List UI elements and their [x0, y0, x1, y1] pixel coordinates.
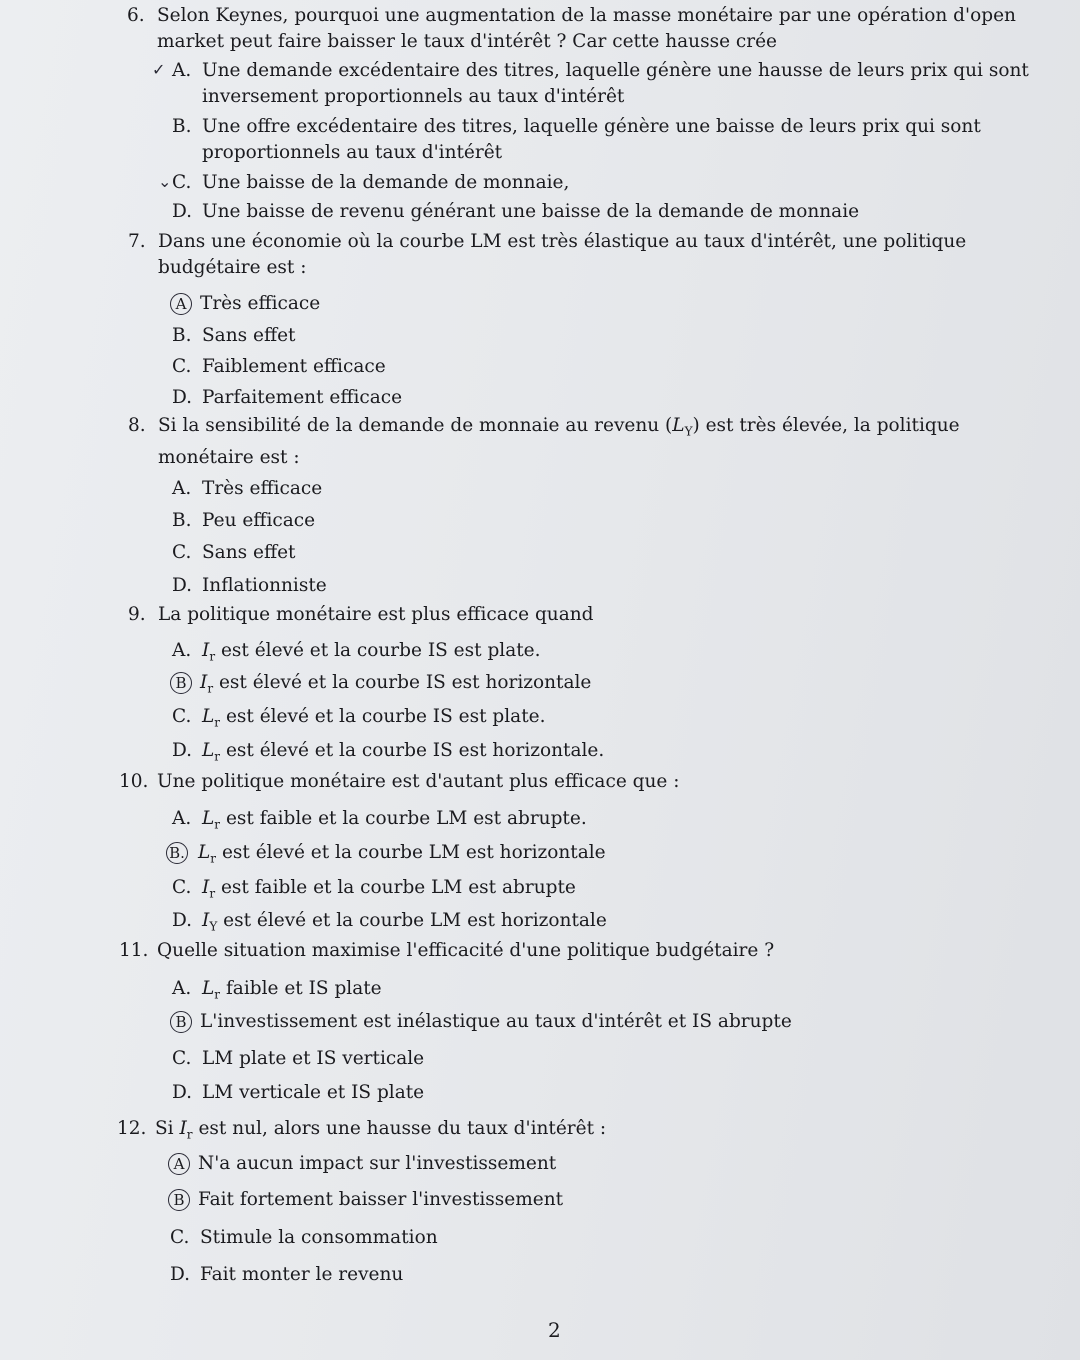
option-text: Très efficace [202, 478, 323, 499]
question-text: Si [155, 1118, 174, 1139]
option-11a[interactable] [172, 976, 382, 1008]
math-variable: I [202, 910, 210, 931]
option-letter: D. [172, 910, 193, 931]
option-text: proportionnels au taux d'intérêt [202, 142, 503, 163]
question-8 [128, 413, 960, 471]
option-text: Fait monter le revenu [200, 1264, 404, 1285]
option-text: est élevé et la courbe LM est horizontale [221, 842, 606, 863]
option-letter: D. [172, 1082, 193, 1103]
option-7c[interactable] [172, 354, 386, 380]
option-letter: A. [172, 478, 192, 499]
option-10d[interactable] [172, 908, 607, 940]
question-6 [127, 3, 1016, 55]
option-10a[interactable] [172, 806, 587, 838]
question-number: 6. [127, 5, 145, 26]
math-variable: I [179, 1118, 187, 1139]
option-text: est élevé et la courbe LM est horizontale [223, 910, 607, 931]
answer-circle: A [168, 1153, 190, 1175]
question-text: ) est très élevée, la politique [692, 415, 960, 436]
math-subscript: Y [684, 424, 693, 439]
math-variable: L [198, 842, 211, 863]
math-subscript: r [209, 649, 216, 664]
option-letter: A. [172, 978, 192, 999]
question-number: 9. [128, 604, 146, 625]
pen-tick-mark: ⌄ [158, 172, 172, 191]
math-variable: I [202, 640, 210, 661]
option-8d[interactable] [172, 573, 327, 599]
option-letter: A. [172, 640, 192, 661]
option-letter: A. [172, 808, 192, 829]
question-text: Selon Keynes, pourquoi une augmentation de la masse monétaire par une opération d'open [157, 5, 1016, 26]
question-10 [119, 769, 680, 795]
math-subscript: r [209, 886, 216, 901]
option-10b[interactable] [166, 840, 606, 872]
option-letter: C. [172, 356, 192, 377]
option-7d[interactable] [172, 385, 402, 411]
option-text: est élevé et la courbe IS est horizontale [218, 672, 592, 693]
question-number: 8. [128, 415, 146, 436]
answer-circle: B [170, 672, 192, 694]
option-9d[interactable] [172, 738, 604, 770]
question-text: monétaire est : [158, 446, 300, 468]
option-9a[interactable] [172, 638, 541, 670]
option-letter: C. [170, 1227, 190, 1248]
option-10c[interactable] [172, 875, 576, 907]
question-number: 7. [128, 231, 146, 252]
option-text: faible et IS plate [225, 978, 382, 999]
option-text: Une baisse de revenu générant une baisse de la demande de monnaie [202, 201, 860, 222]
option-letter: D. [172, 201, 193, 222]
question-text: Si la sensibilité de la demande de monnaie au revenu ( [158, 415, 673, 436]
option-8b[interactable] [172, 508, 315, 534]
option-7a[interactable] [172, 291, 320, 317]
math-variable: L [202, 740, 215, 761]
option-text: Inflationniste [202, 575, 327, 596]
question-number: 10. [119, 771, 149, 792]
option-11b[interactable] [172, 1009, 792, 1035]
option-text: Très efficace [200, 293, 321, 314]
answer-circle: B [168, 1189, 190, 1211]
math-subscript: Y [209, 919, 218, 934]
question-text: est nul, alors une hausse du taux d'intérêt : [198, 1118, 607, 1139]
option-6b[interactable] [172, 114, 981, 166]
question-text: market peut faire baisser le taux d'intérêt ? Car cette hausse crée [157, 31, 778, 52]
option-text: Une baisse de la demande de monnaie, [202, 172, 570, 193]
option-text: Fait fortement baisser l'investissement [198, 1189, 564, 1210]
question-text: La politique monétaire est plus efficace quand [158, 604, 594, 625]
math-subscript: r [186, 1127, 193, 1142]
option-6c[interactable] [172, 170, 569, 196]
option-7b[interactable] [172, 323, 295, 349]
question-text: Une politique monétaire est d'autant plus efficace que : [157, 771, 680, 792]
page-number: 2 [548, 1318, 561, 1342]
option-letter: C. [172, 172, 192, 193]
answer-circle: A [170, 293, 192, 315]
option-letter: D. [172, 740, 193, 761]
math-variable: I [202, 877, 210, 898]
option-6d[interactable] [172, 199, 859, 225]
option-letter: D. [172, 575, 193, 596]
option-text: Stimule la consommation [200, 1227, 438, 1248]
option-letter: C. [172, 542, 192, 563]
option-letter: C. [172, 877, 192, 898]
pen-tick-mark: ✓ [152, 60, 166, 79]
option-12c[interactable] [170, 1225, 438, 1251]
option-text: Sans effet [202, 542, 296, 563]
option-text: Une demande excédentaire des titres, laquelle génère une hausse de leurs prix qui sont [202, 60, 1029, 81]
question-7 [128, 229, 967, 281]
option-text: est élevé et la courbe IS est horizontale. [225, 740, 605, 761]
option-11d[interactable] [172, 1080, 424, 1106]
option-text: L'investissement est inélastique au taux d'intérêt et IS abrupte [200, 1011, 792, 1032]
math-variable: I [200, 672, 208, 693]
question-11 [119, 938, 775, 964]
option-text: Peu efficace [202, 510, 316, 531]
option-letter: D. [172, 387, 193, 408]
option-8c[interactable] [172, 540, 295, 566]
option-text: inversement proportionnels au taux d'intérêt [202, 86, 625, 107]
answer-circle: B. [166, 842, 188, 864]
option-letter: B. [172, 325, 192, 346]
option-12a[interactable] [170, 1151, 556, 1177]
option-text: Parfaitement efficace [202, 387, 403, 408]
math-subscript: r [207, 681, 214, 696]
question-9 [128, 602, 594, 628]
option-12d[interactable] [170, 1262, 403, 1288]
math-variable: L [202, 706, 215, 727]
option-letter: C. [172, 706, 192, 727]
question-text: Dans une économie où la courbe LM est très élastique au taux d'intérêt, une politique [158, 231, 967, 252]
option-text: est faible et la courbe LM est abrupte. [225, 808, 587, 829]
option-text: est faible et la courbe LM est abrupte [220, 877, 576, 898]
option-text: est élevé et la courbe IS est plate. [220, 640, 541, 661]
question-text: Quelle situation maximise l'efficacité d'une politique budgétaire ? [157, 940, 775, 961]
option-letter: B. [172, 510, 192, 531]
option-8a[interactable] [172, 476, 322, 502]
option-11c[interactable] [172, 1046, 424, 1072]
option-text: Faiblement efficace [202, 356, 386, 377]
question-number: 11. [119, 940, 149, 961]
question-12 [117, 1116, 607, 1148]
math-variable: L [202, 808, 215, 829]
math-variable: L [672, 415, 685, 436]
answer-circle: B [170, 1011, 192, 1033]
option-text: Sans effet [202, 325, 296, 346]
option-6a[interactable] [172, 58, 1029, 110]
option-12b[interactable] [170, 1187, 563, 1213]
option-letter: A. [172, 60, 192, 81]
option-text: N'a aucun impact sur l'investissement [198, 1153, 557, 1174]
question-text: budgétaire est : [158, 257, 307, 278]
option-text: Une offre excédentaire des titres, laquelle génère une baisse de leurs prix qui sont [202, 116, 981, 137]
option-text: LM plate et IS verticale [202, 1048, 425, 1069]
option-text: LM verticale et IS plate [202, 1082, 425, 1103]
math-variable: L [202, 978, 215, 999]
option-letter: C. [172, 1048, 192, 1069]
option-9c[interactable] [172, 704, 545, 736]
math-subscript: r [214, 749, 221, 764]
option-text: est élevé et la courbe IS est plate. [225, 706, 546, 727]
question-number: 12. [117, 1118, 147, 1139]
math-subscript: r [210, 851, 217, 866]
math-subscript: r [214, 715, 221, 730]
math-subscript: r [214, 817, 221, 832]
option-letter: D. [170, 1264, 191, 1285]
option-9b[interactable] [172, 670, 591, 702]
option-letter: B. [172, 116, 192, 137]
math-subscript: r [214, 987, 221, 1002]
